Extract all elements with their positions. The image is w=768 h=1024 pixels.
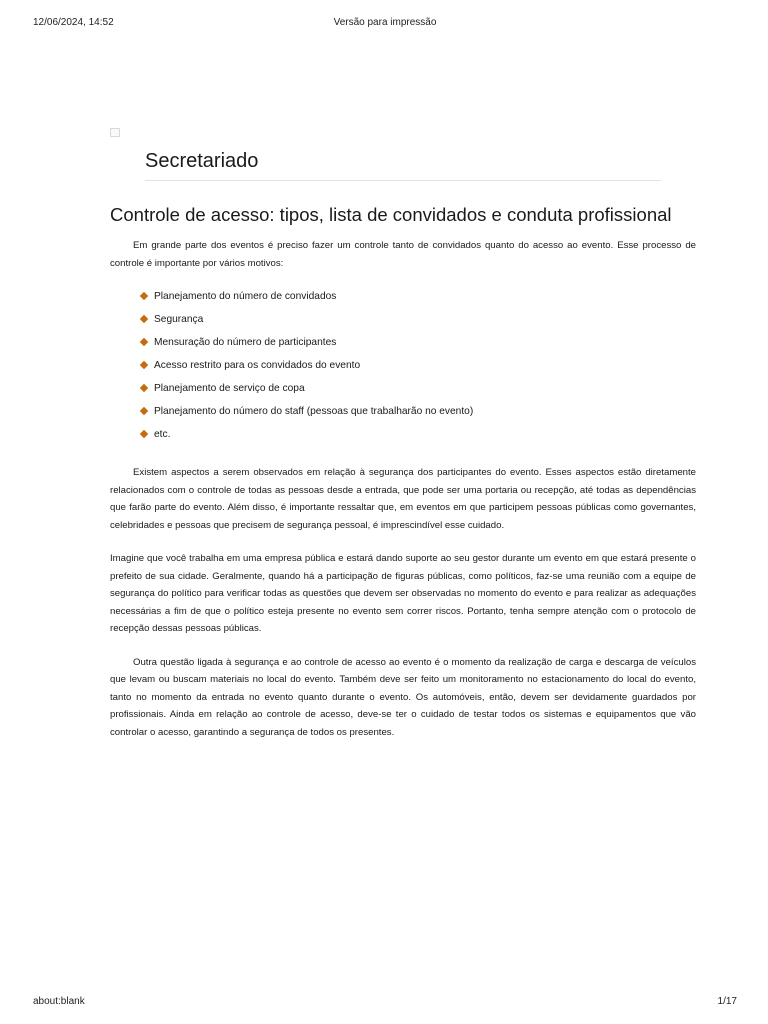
print-url: about:blank (33, 996, 85, 1007)
intro-paragraph: Em grande parte dos eventos é preciso fazer um controle tanto de convidados quanto do acesso ao evento. Esse processo de controle é importante por vários motivos: (110, 240, 696, 269)
list-item-label: etc. (154, 429, 171, 440)
lesson-title: Controle de acesso: tipos, lista de convidados e conduta profissional (110, 204, 672, 225)
broken-image-icon (110, 128, 120, 137)
print-header (33, 17, 737, 31)
list-item (140, 380, 696, 403)
list-item-label: Planejamento de serviço de copa (154, 383, 305, 394)
security-paragraph: Existem aspectos a serem observados em relação à segurança dos participantes do evento. Esses aspectos estão diretamente relacionados com o controle de todas as pessoas desde a entrada, que pode ser uma portaria ou recepção, até todas as dependências que farão parte do evento. Além disso, é importante ressaltar que, em eventos em que participem pessoas públicas como governantes, celebridades e pessoas que precisem de segurança pessoal, é imprescindível esse cuidado. (110, 467, 696, 531)
list-item-label: Planejamento do número do staff (pessoas que trabalharão no evento) (154, 406, 474, 417)
list-item (140, 288, 696, 311)
list-item-label: Mensuração do número de participantes (154, 337, 337, 348)
list-item (140, 311, 696, 334)
print-date: 12/06/2024, 14:52 (33, 17, 114, 28)
diamond-bullet-icon (140, 407, 148, 415)
course-title: Secretariado (145, 150, 259, 172)
reasons-list (110, 288, 696, 449)
print-footer (33, 996, 737, 1010)
lesson-content (110, 237, 696, 741)
diamond-bullet-icon (140, 384, 148, 392)
diamond-bullet-icon (140, 361, 148, 369)
page-number: 1/17 (717, 996, 737, 1007)
list-item (140, 403, 696, 426)
list-item-label: Planejamento do número de convidados (154, 291, 337, 302)
public-figures-paragraph: Imagine que você trabalha em uma empresa pública e estará dando suporte ao seu gestor durante um evento em que estará presente o prefeito de sua cidade. Geralmente, quando há a participação de figuras públicas, como políticos, faz-se uma reunião com a equipe de segurança do político para verificar todas as questões que devem ser observadas no momento do evento e para realizar as adequações necessárias a fim de que o político esteja presente no evento sem correr riscos. Portanto, tenha sempre atenção com o protocolo de recepção dessas pessoas públicas. (110, 553, 696, 634)
vehicle-access-paragraph: Outra questão ligada à segurança e ao controle de acesso ao evento é o momento da realização de carga e descarga de veículos que levam ou buscam materiais no local do evento. Também deve ser feito um monitoramento no estacionamento do local do evento, tanto no momento da entrada no evento quanto durante o evento. Os automóveis, então, devem ser devidamente guardados por profissionais. Ainda em relação ao controle de acesso, deve-se ter o cuidado de testar todos os sistemas e equipamentos que vão controlar o acesso, garantindo a segurança de todos os presentes. (110, 656, 696, 738)
list-item (140, 334, 696, 357)
title-divider (145, 180, 661, 181)
diamond-bullet-icon (140, 430, 148, 438)
diamond-bullet-icon (140, 338, 148, 346)
list-item-label: Acesso restrito para os convidados do evento (154, 360, 361, 371)
list-item (140, 426, 696, 449)
list-item-label: Segurança (154, 314, 204, 325)
print-title: Versão para impressão (333, 17, 437, 28)
diamond-bullet-icon (140, 292, 148, 300)
list-item (140, 357, 696, 380)
diamond-bullet-icon (140, 315, 148, 323)
